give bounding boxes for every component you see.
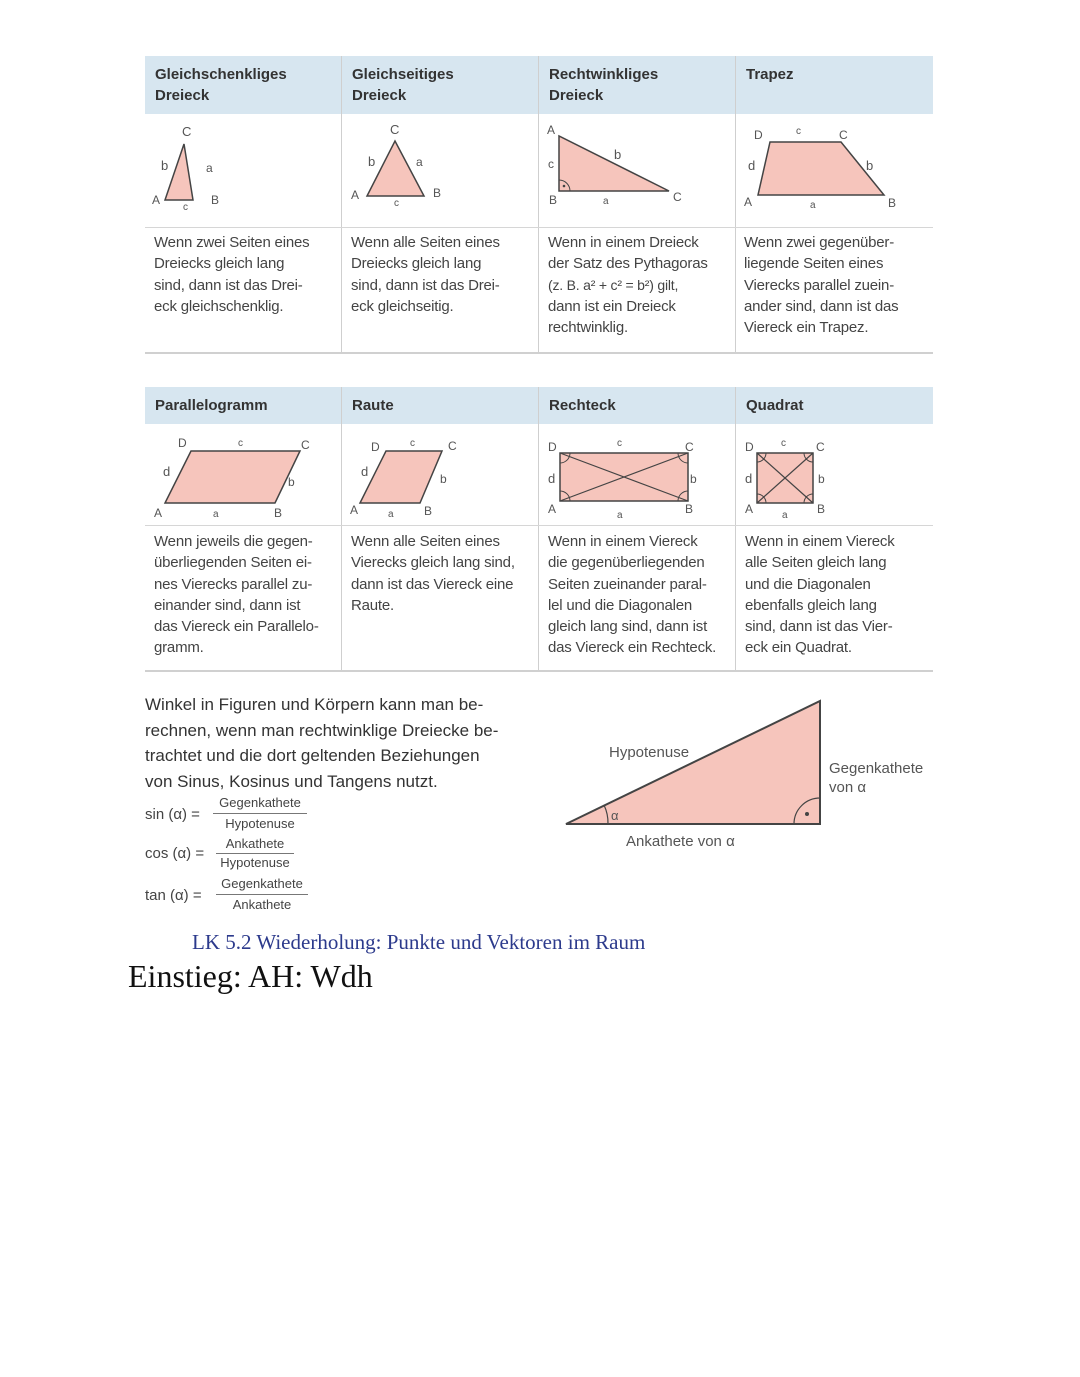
desc-parallelogramm [154, 531, 340, 659]
label-a: a [782, 510, 788, 521]
label-c: c [183, 202, 188, 213]
label-C: C [685, 440, 694, 454]
header-rechteck [539, 387, 736, 424]
desc-line: Wenn in einem Viereck [745, 533, 895, 550]
label-a: a [213, 509, 219, 520]
label-a: a [603, 196, 609, 207]
figure-quadrat [736, 424, 933, 524]
desc-line: Wenn in einem Viereck [548, 533, 698, 550]
label-c: c [548, 157, 554, 171]
fraction-line [213, 813, 307, 814]
desc-line: Vierecks parallel zuein- [744, 276, 894, 294]
intro-line: von Sinus, Kosinus und Tangens nutzt. [145, 771, 438, 791]
label-A: A [744, 195, 753, 209]
desc-line: sind, dann ist das Vier- [745, 618, 893, 636]
header-text: Trapez [746, 66, 794, 83]
label-D: D [548, 440, 557, 454]
alpha-label: α [611, 808, 619, 823]
label-C: C [839, 128, 848, 142]
header-text: Gleichschenkliges Dreieck [155, 66, 287, 104]
label-c: c [796, 126, 801, 137]
desc-line: gramm. [154, 639, 204, 657]
header-text: Rechtwinkliges Dreieck [549, 66, 659, 104]
desc-line: Wenn in einem Dreieck [548, 234, 699, 251]
desc-line: das Viereck ein Parallelo- [154, 618, 319, 636]
desc-line: der Satz des Pythagoras [548, 255, 708, 273]
tan-denominator: Ankathete [232, 897, 292, 912]
desc-line: rechtwinklig. [548, 319, 628, 337]
label-C: C [301, 438, 310, 452]
desc-line: eck gleichschenklig. [154, 297, 284, 315]
desc-line: das Viereck ein Rechteck. [548, 639, 717, 657]
cos-label: cos (α) = [145, 845, 205, 862]
label-a: a [617, 510, 623, 521]
label-D: D [745, 440, 754, 454]
label-A: A [548, 502, 557, 516]
header-text: Parallelogramm [155, 397, 268, 414]
header-gleichschenklig [145, 56, 342, 114]
ankathete-label: Ankathete von α [626, 833, 735, 850]
divider [145, 525, 933, 526]
desc-line: ebenfalls gleich lang [745, 596, 877, 614]
intro-line: trachtet und die dort geltenden Beziehungen [145, 746, 480, 765]
label-b: b [866, 158, 874, 173]
label-c: c [617, 438, 622, 449]
divider [145, 352, 933, 354]
right-triangle-figure [560, 695, 940, 860]
desc-line: gleich lang sind, dann ist [548, 618, 708, 636]
trig-intro [145, 692, 545, 794]
label-d: d [745, 471, 753, 486]
desc-line: überliegenden Seiten ei- [154, 554, 312, 572]
figure-gleichseitig [342, 114, 539, 226]
divider [145, 670, 933, 672]
desc-line: alle Seiten gleich lang [745, 554, 887, 572]
label-d: d [361, 464, 369, 479]
label-c: c [394, 198, 399, 209]
einstieg-heading: Einstieg: AH: Wdh [128, 958, 373, 994]
label-c: c [410, 438, 415, 449]
header-raute [342, 387, 539, 424]
label-B: B [274, 506, 283, 520]
label-a: a [206, 161, 213, 175]
label-b: b [690, 472, 697, 486]
desc-line: Wenn alle Seiten eines [351, 234, 500, 251]
desc-line: eck gleichseitig. [351, 297, 454, 315]
tan-label: tan (α) = [145, 887, 202, 904]
desc-line: ander sind, dann ist das [744, 297, 899, 315]
desc-line: eck ein Quadrat. [745, 639, 852, 657]
sin-denominator: Hypotenuse [225, 816, 295, 831]
label-A: A [154, 506, 163, 520]
label-B: B [424, 504, 433, 518]
header-quadrat [736, 387, 933, 424]
desc-line: Viereck ein Trapez. [744, 319, 869, 337]
desc-line: dann ist ein Dreieck [548, 297, 676, 315]
label-a: a [388, 509, 394, 520]
header-rechtwinklig [539, 56, 736, 114]
header-text: Quadrat [746, 397, 804, 414]
intro-line: rechnen, wenn man rechtwinklige Dreiecke be- [145, 720, 499, 740]
gegenkathete-label: Gegenkathete [829, 760, 924, 777]
gegenkathete-label-2: von α [829, 779, 867, 796]
desc-line: Wenn alle Seiten eines [351, 533, 500, 550]
header-gleichseitig [342, 56, 539, 114]
label-b: b [440, 472, 447, 486]
desc-line: lel und die Diagonalen [548, 596, 693, 614]
desc-line: sind, dann ist das Drei- [154, 276, 303, 294]
sin-numerator: Gegenkathete [219, 795, 301, 810]
label-B: B [433, 186, 442, 200]
label-d: d [163, 464, 171, 479]
desc-line: Seiten zueinander paral- [548, 575, 707, 593]
header-parallelogramm [145, 387, 342, 424]
desc-raute [351, 531, 537, 616]
label-A: A [351, 188, 360, 202]
label-D: D [178, 436, 187, 450]
figure-rechtwinklig [539, 114, 736, 226]
cos-denominator: Hypotenuse [220, 855, 290, 870]
label-b: b [368, 154, 376, 169]
desc-line: dann ist das Viereck eine [351, 575, 514, 593]
desc-line: Dreiecks gleich lang [351, 255, 482, 273]
desc-line: Wenn zwei Seiten eines [154, 234, 310, 251]
figure-raute [342, 424, 539, 524]
desc-line: liegende Seiten eines [744, 255, 884, 273]
label-C: C [816, 440, 825, 454]
hypotenuse-label: Hypotenuse [609, 744, 690, 761]
label-B: B [817, 502, 826, 516]
desc-line: Dreiecks gleich lang [154, 255, 285, 273]
desc-rechtwinklig [548, 232, 733, 338]
desc-line: und die Diagonalen [745, 575, 871, 593]
desc-rechteck [548, 531, 734, 659]
figure-gleichschenklig [145, 114, 342, 226]
label-b: b [614, 147, 622, 162]
desc-line: Raute. [351, 596, 394, 614]
label-c: c [781, 438, 786, 449]
label-B: B [549, 193, 558, 207]
fraction-line [216, 853, 294, 854]
figure-trapez [736, 114, 933, 226]
desc-line: (z. B. a² + c² = b²) gilt, [548, 276, 679, 293]
header-text: Gleichseitiges Dreieck [352, 66, 454, 104]
header-text: Raute [352, 397, 394, 414]
label-a: a [416, 155, 423, 169]
desc-line: einander sind, dann ist [154, 596, 301, 614]
desc-line: die gegenüberliegenden [548, 554, 705, 572]
desc-gleichschenklig [154, 232, 339, 317]
intro-line: Winkel in Figuren und Körpern kann man be- [145, 695, 484, 714]
label-d: d [748, 158, 756, 173]
desc-line: nes Vierecks parallel zu- [154, 575, 313, 593]
label-A: A [152, 193, 161, 207]
desc-trapez [744, 232, 930, 338]
label-D: D [754, 128, 763, 142]
figure-rechteck [539, 424, 736, 524]
figure-parallelogramm [145, 424, 342, 524]
label-D: D [371, 440, 380, 454]
desc-line: Wenn jeweils die gegen- [154, 533, 313, 550]
label-C: C [390, 122, 400, 137]
fraction-line [216, 894, 308, 895]
label-A: A [745, 502, 754, 516]
desc-line: Vierecks gleich lang sind, [351, 554, 515, 572]
label-d: d [548, 471, 556, 486]
tan-numerator: Gegenkathete [221, 876, 303, 891]
label-B: B [211, 193, 220, 207]
header-trapez [736, 56, 933, 114]
label-B: B [685, 502, 694, 516]
desc-line: sind, dann ist das Drei- [351, 276, 500, 294]
sin-label: sin (α) = [145, 806, 200, 823]
desc-line: Wenn zwei gegenüber- [744, 234, 894, 251]
label-C: C [448, 439, 457, 453]
label-A: A [547, 123, 556, 137]
label-a: a [810, 200, 816, 211]
label-A: A [350, 503, 359, 517]
divider [145, 227, 933, 228]
label-B: B [888, 196, 897, 210]
lk-title: LK 5.2 Wiederholung: Punkte und Vektoren im Raum [192, 930, 646, 954]
label-b: b [818, 472, 825, 486]
desc-gleichseitig [351, 232, 536, 317]
label-b: b [161, 158, 169, 173]
label-C: C [182, 124, 192, 139]
header-text: Rechteck [549, 397, 616, 414]
label-c: c [238, 438, 243, 449]
label-b: b [288, 475, 295, 489]
label-C: C [673, 190, 682, 204]
cos-numerator: Ankathete [225, 836, 285, 851]
desc-quadrat [745, 531, 931, 659]
